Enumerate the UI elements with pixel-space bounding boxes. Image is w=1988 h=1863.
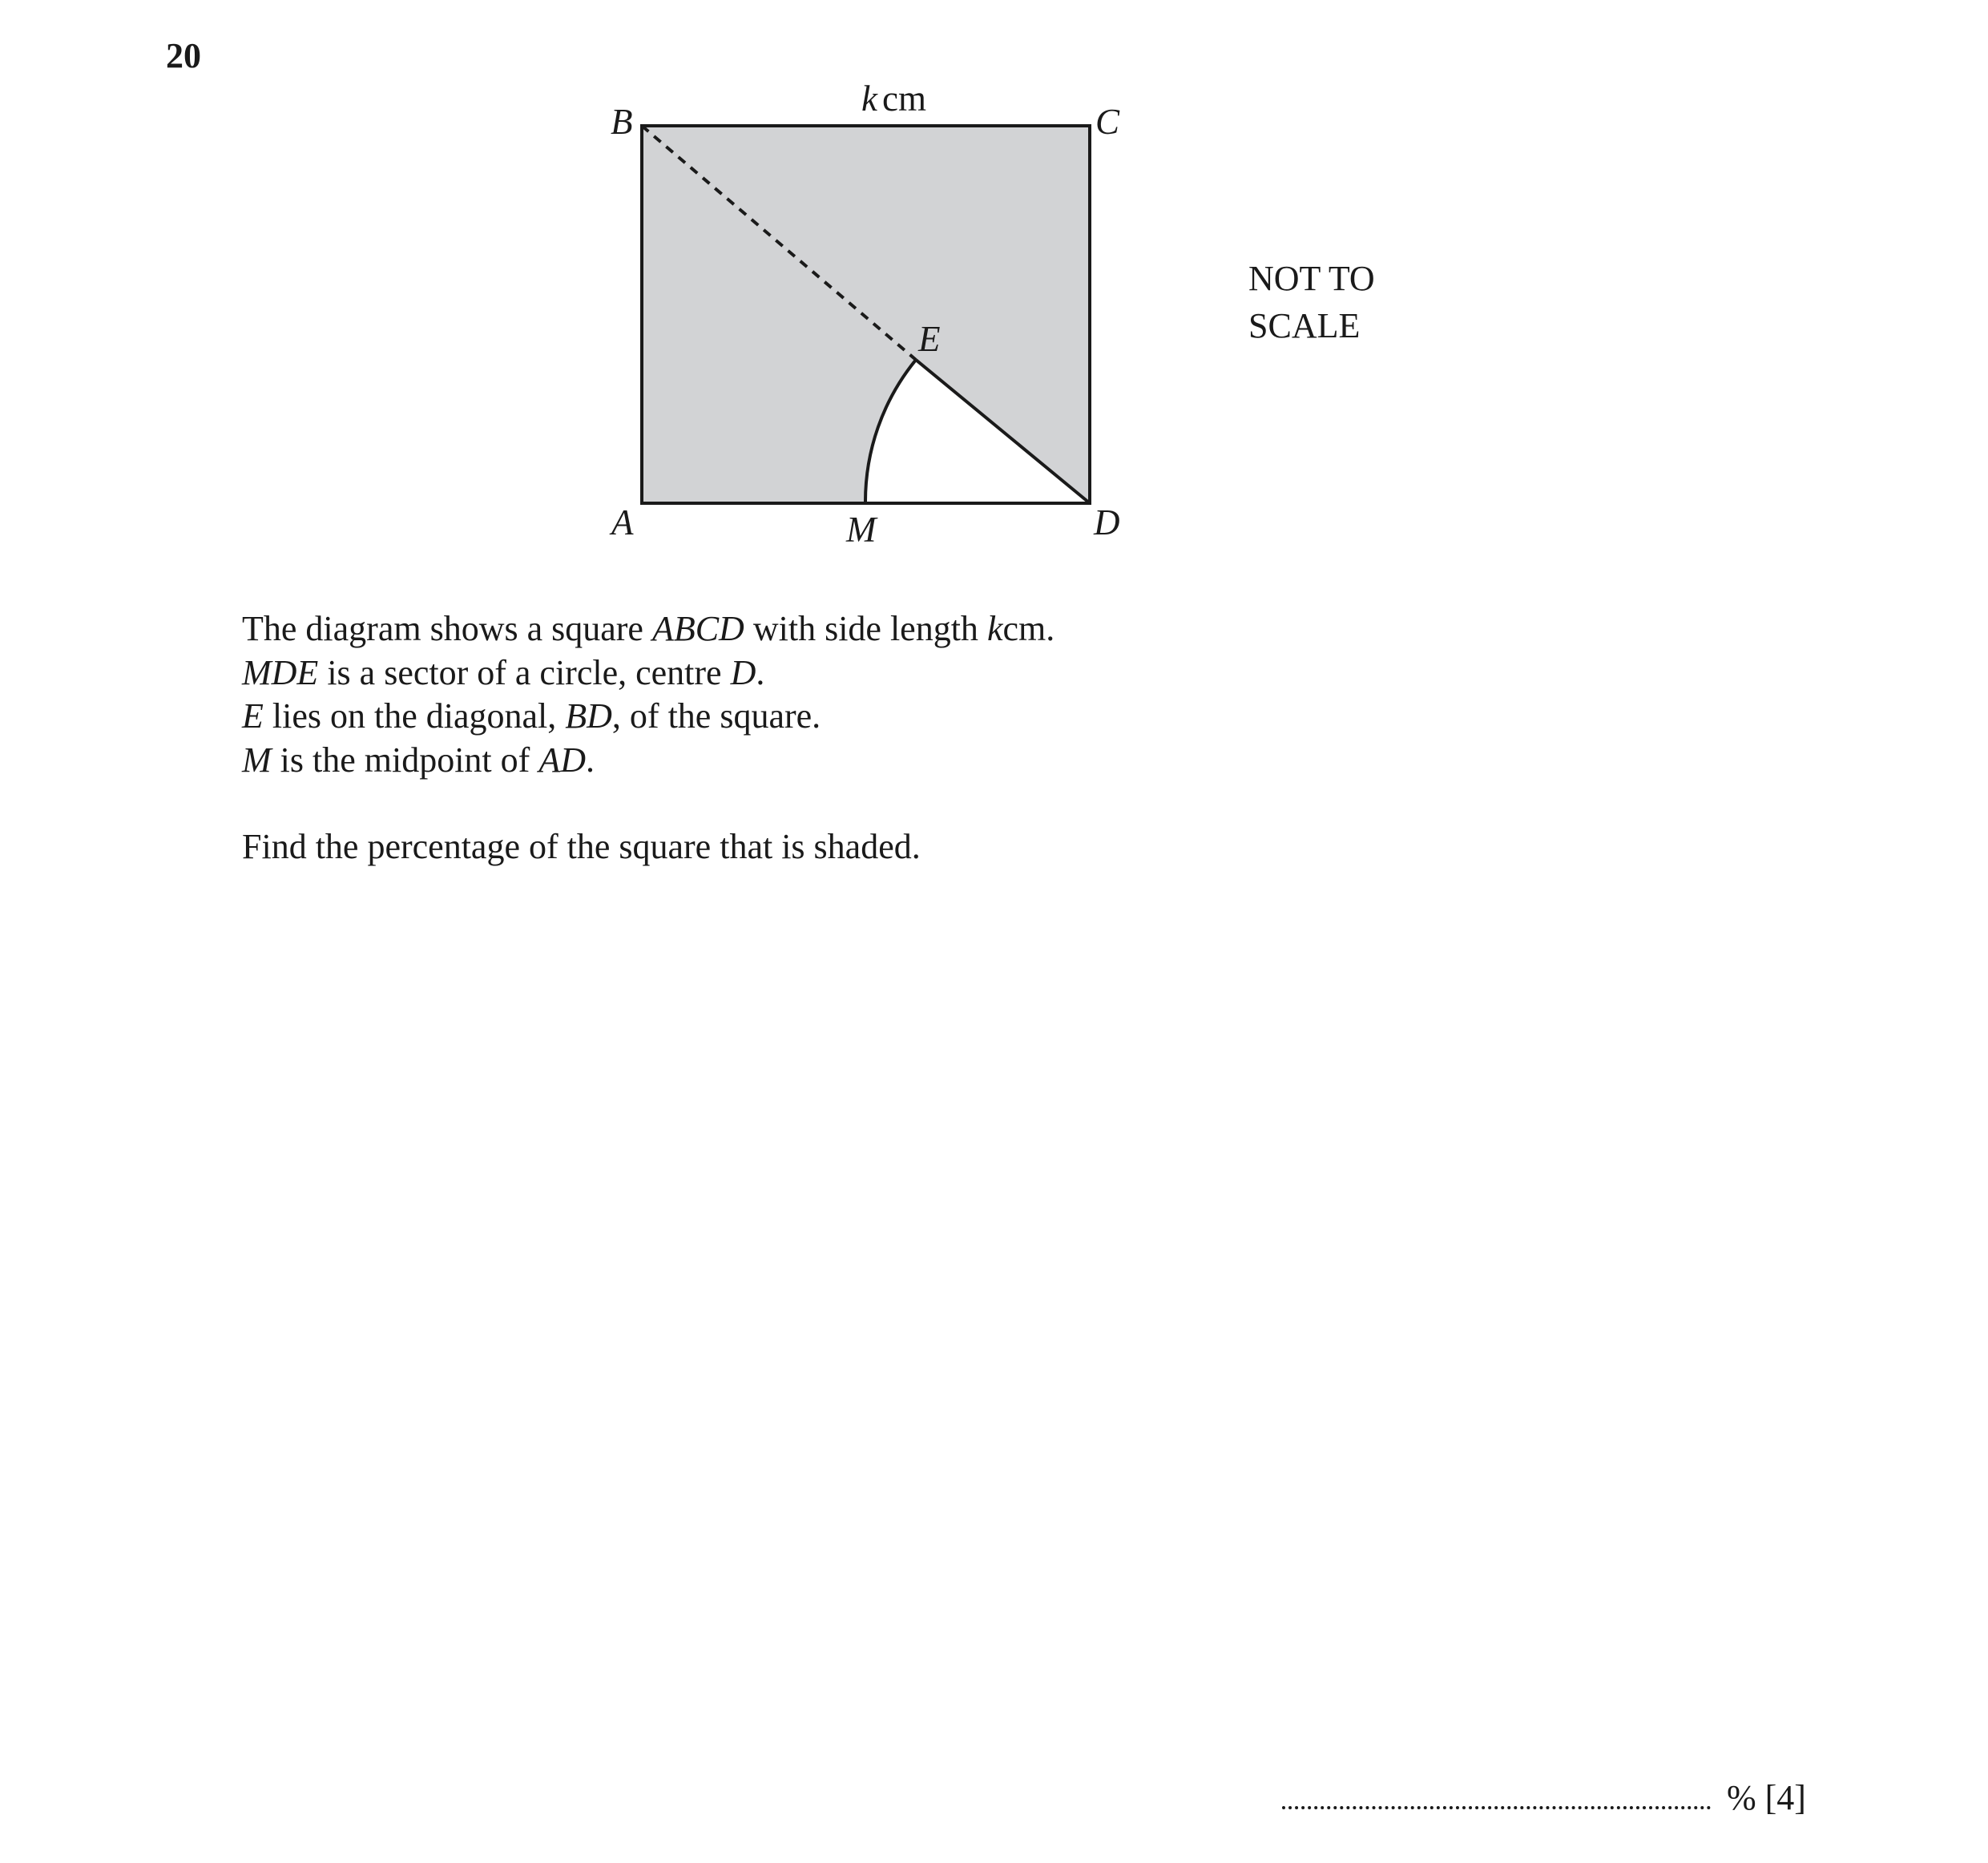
vertex-label-e: E [918, 319, 941, 359]
note-line-2: SCALE [1248, 306, 1361, 345]
answer-line [1282, 1780, 1806, 1816]
statement-line-3: E lies on the diagonal, BD, of the square. [242, 696, 821, 736]
square-diagram [0, 0, 1988, 609]
answer-unit: % [1727, 1778, 1756, 1817]
question-number: 20 [166, 36, 201, 75]
vertex-label-c: C [1095, 102, 1120, 142]
statement-line-1: The diagram shows a square ABCD with side length kcm. [242, 609, 1055, 648]
note-line-1: NOT TO [1248, 259, 1375, 298]
statement-line-4: M is the midpoint of AD. [242, 740, 595, 780]
vertex-label-b: B [611, 102, 633, 142]
marks-label: [4] [1764, 1778, 1806, 1817]
not-to-scale-note [1248, 255, 1375, 349]
statement-line-2: MDE is a sector of a circle, centre D. [242, 652, 765, 692]
vertex-label-m: M [846, 510, 877, 550]
side-length-label: k cm [861, 79, 926, 119]
vertex-label-d: D [1094, 502, 1120, 542]
answer-blank[interactable] [1282, 1806, 1711, 1809]
task-instruction: Find the percentage of the square that is shaded. [242, 827, 921, 866]
question-text [242, 607, 1054, 869]
vertex-label-a: A [611, 502, 634, 542]
